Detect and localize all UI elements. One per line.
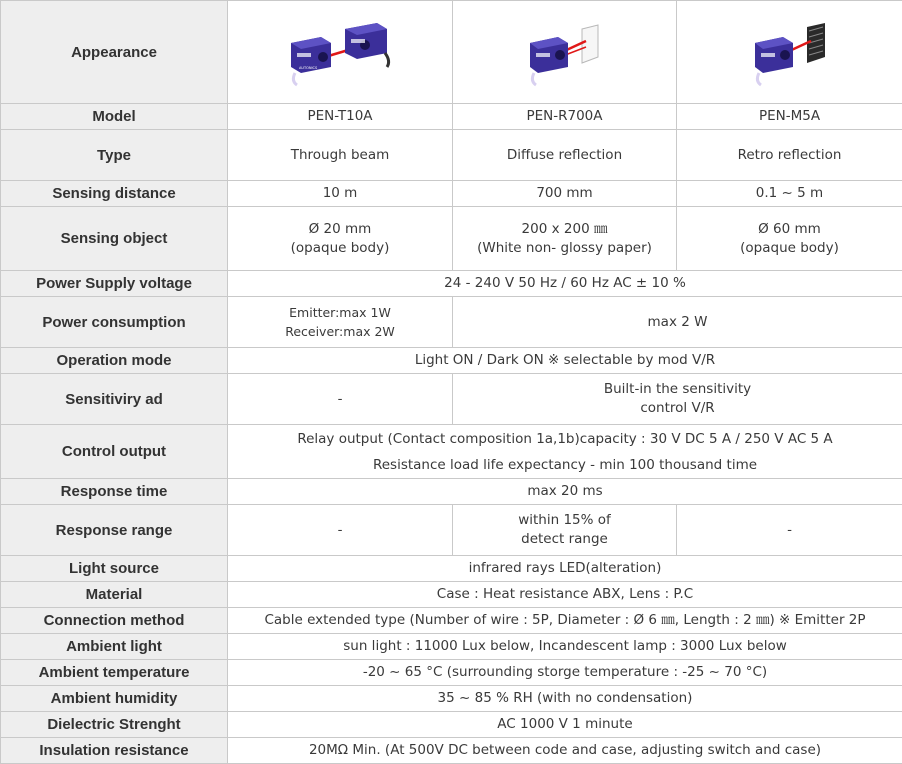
response-range-line-1: within 15% of bbox=[518, 512, 611, 528]
connection-label: Connection method bbox=[1, 608, 228, 634]
type-label: Type bbox=[1, 130, 228, 181]
emitter-logo-text: AUTONICS bbox=[299, 66, 318, 70]
model-value-2: PEN-R700A bbox=[453, 104, 677, 130]
object-value-3 bbox=[677, 207, 902, 271]
row-light-source bbox=[1, 556, 902, 582]
dielectric-value: AC 1000 V 1 minute bbox=[228, 712, 902, 738]
row-operation-mode bbox=[1, 348, 902, 374]
object-value-1 bbox=[228, 207, 453, 271]
object-value-2 bbox=[453, 207, 677, 271]
insulation-label: Insulation resistance bbox=[1, 738, 228, 764]
row-sensing-distance bbox=[1, 181, 902, 207]
response-range-label: Response range bbox=[1, 505, 228, 556]
type-value-1: Through beam bbox=[228, 130, 453, 181]
light-label: Light source bbox=[1, 556, 228, 582]
consumption-value-23: max 2 W bbox=[453, 297, 902, 348]
sensitivity-line-2: control V/R bbox=[640, 400, 715, 416]
control-label: Control output bbox=[1, 425, 228, 479]
row-model bbox=[1, 104, 902, 130]
ambient-hum-label: Ambient humidity bbox=[1, 686, 228, 712]
row-type bbox=[1, 130, 902, 181]
consumption-emitter: Emitter:max 1W bbox=[289, 305, 391, 320]
response-range-value-1: - bbox=[228, 505, 453, 556]
sensitivity-value-1: - bbox=[228, 374, 453, 425]
row-dielectric bbox=[1, 712, 902, 738]
response-range-value-3: - bbox=[677, 505, 902, 556]
reflector-target bbox=[807, 23, 825, 63]
dielectric-label: Dielectric Strenght bbox=[1, 712, 228, 738]
model-value-3: PEN-M5A bbox=[677, 104, 902, 130]
object-value-1-size: Ø 20 mm bbox=[308, 220, 372, 237]
through-beam-sensor-image bbox=[285, 17, 395, 87]
row-sensing-object bbox=[1, 207, 902, 271]
response-time-label: Response time bbox=[1, 479, 228, 505]
row-material bbox=[1, 582, 902, 608]
ambient-light-label: Ambient light bbox=[1, 634, 228, 660]
response-range-value-2 bbox=[453, 505, 677, 556]
insulation-value: 20MΩ Min. (At 500V DC between code and case, adjusting switch and case) bbox=[228, 738, 902, 764]
ambient-temp-label: Ambient temperature bbox=[1, 660, 228, 686]
response-range-line-2: detect range bbox=[521, 531, 608, 547]
distance-value-3: 0.1 ~ 5 m bbox=[677, 181, 902, 207]
mode-label: Operation mode bbox=[1, 348, 228, 374]
row-response-time bbox=[1, 479, 902, 505]
ambient-light-value: sun light : 11000 Lux below, Incandescent lamp : 3000 Lux below bbox=[228, 634, 902, 660]
row-appearance bbox=[1, 1, 902, 104]
row-connection bbox=[1, 608, 902, 634]
row-ambient-light bbox=[1, 634, 902, 660]
retro-sensor bbox=[755, 37, 793, 85]
response-time-value: max 20 ms bbox=[228, 479, 902, 505]
material-value: Case : Heat resistance ABX, Lens : P.C bbox=[228, 582, 902, 608]
object-value-2-size: 200 x 200 ㎜ bbox=[521, 220, 608, 237]
consumption-receiver: Receiver:max 2W bbox=[285, 324, 395, 339]
control-line-2: Resistance load life expectancy - min 100 thousand time bbox=[372, 456, 758, 473]
voltage-label: Power Supply voltage bbox=[1, 271, 228, 297]
consumption-label: Power consumption bbox=[1, 297, 228, 348]
object-value-3-size: Ø 60 mm bbox=[758, 220, 821, 237]
row-insulation bbox=[1, 738, 902, 764]
control-line-1: Relay output (Contact composition 1a,1b)capacity : 30 V DC 5 A / 250 V AC 5 A bbox=[297, 430, 833, 447]
object-label: Sensing object bbox=[1, 207, 228, 271]
ambient-hum-value: 35 ~ 85 % RH (with no condensation) bbox=[228, 686, 902, 712]
appearance-retro bbox=[677, 1, 902, 104]
retro-sensor-image bbox=[745, 17, 835, 87]
sensitivity-value-23 bbox=[453, 374, 902, 425]
object-value-3-note: (opaque body) bbox=[740, 239, 839, 256]
sensitivity-line-1: Built-in the sensitivity bbox=[603, 381, 752, 397]
distance-value-2: 700 mm bbox=[453, 181, 677, 207]
type-value-3: Retro reflection bbox=[677, 130, 902, 181]
appearance-label: Appearance bbox=[1, 1, 228, 104]
ambient-temp-value: -20 ~ 65 °C (surrounding storge temperature : -25 ~ 70 °C) bbox=[228, 660, 902, 686]
row-power-supply bbox=[1, 271, 902, 297]
material-label: Material bbox=[1, 582, 228, 608]
mode-value: Light ON / Dark ON ※ selectable by mod V/R bbox=[228, 348, 902, 374]
object-value-1-note: (opaque body) bbox=[290, 239, 390, 256]
type-value-2: Diffuse reflection bbox=[453, 130, 677, 181]
diffuse-sensor-image bbox=[520, 17, 610, 87]
receiver-sensor bbox=[345, 23, 389, 67]
connection-value: Cable extended type (Number of wire : 5P, Diameter : Ø 6 ㎜, Length : 2 ㎜) ※ Emitter 2P bbox=[228, 608, 902, 634]
emitter-sensor bbox=[291, 37, 331, 85]
white-paper-target bbox=[582, 25, 598, 63]
object-value-2-note: (White non- glossy paper) bbox=[477, 239, 652, 256]
consumption-value-1 bbox=[228, 297, 453, 348]
appearance-through-beam bbox=[228, 1, 453, 104]
sensitivity-label: Sensitiviry ad bbox=[1, 374, 228, 425]
light-value: infrared rays LED(alteration) bbox=[228, 556, 902, 582]
appearance-diffuse bbox=[453, 1, 677, 104]
row-ambient-temperature bbox=[1, 660, 902, 686]
row-ambient-humidity bbox=[1, 686, 902, 712]
row-response-range bbox=[1, 505, 902, 556]
distance-label: Sensing distance bbox=[1, 181, 228, 207]
row-control-output bbox=[1, 425, 902, 479]
diffuse-sensor bbox=[530, 37, 568, 85]
row-sensitivity bbox=[1, 374, 902, 425]
model-value-1: PEN-T10A bbox=[228, 104, 453, 130]
row-power-consumption bbox=[1, 297, 902, 348]
voltage-value: 24 - 240 V 50 Hz / 60 Hz AC ± 10 % bbox=[228, 271, 902, 297]
distance-value-1: 10 m bbox=[228, 181, 453, 207]
model-label: Model bbox=[1, 104, 228, 130]
control-value bbox=[228, 425, 902, 479]
